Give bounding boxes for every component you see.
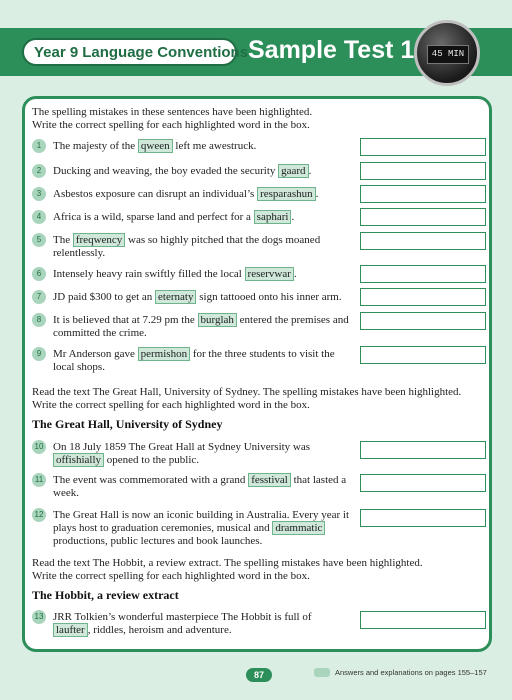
highlighted-word: fesstival <box>248 473 291 487</box>
question-number: 7 <box>32 290 46 304</box>
answers-reference <box>314 668 487 677</box>
question-number: 6 <box>32 267 46 281</box>
question-number: 5 <box>32 233 46 247</box>
highlighted-word: gaard <box>278 164 308 178</box>
answer-box-5[interactable] <box>360 232 486 250</box>
section3-intro-line1: Read the text The Hobbit, a review extract. The spelling mistakes have been highlighted. <box>32 557 423 569</box>
answer-box-10[interactable] <box>360 441 486 459</box>
answer-box-3[interactable] <box>360 185 486 203</box>
answer-box-6[interactable] <box>360 265 486 283</box>
question-10: 10 On 18 July 1859 The Great Hall at Sydney University was offishially opened to the public. <box>32 441 350 467</box>
question-9: 9 Mr Anderson gave permishon for the three students to visit the local shops. <box>32 348 350 374</box>
answer-box-2[interactable] <box>360 162 486 180</box>
answer-box-7[interactable] <box>360 288 486 306</box>
highlighted-word: offishially <box>53 453 104 467</box>
question-number: 2 <box>32 164 46 178</box>
question-5: 5 The freqwency was so highly pitched that the dogs moaned relentlessly. <box>32 234 350 260</box>
answer-box-4[interactable] <box>360 208 486 226</box>
highlighted-word: freqwency <box>73 233 125 247</box>
question-3: 3 Asbestos exposure can disrupt an individual’s resparashun . <box>32 188 350 201</box>
highlighted-word: laufter <box>53 623 88 637</box>
highlighted-word: reservwar <box>245 267 294 281</box>
page-title: Sample Test 1 <box>248 36 415 64</box>
timer-icon <box>414 20 480 86</box>
answer-box-12[interactable] <box>360 509 486 527</box>
section2-intro-line1: Read the text The Great Hall, University of Sydney. The spelling mistakes have been highlighted. <box>32 386 462 398</box>
question-number: 8 <box>32 313 46 327</box>
question-12: 12 The Great Hall is now an iconic building in Australia. Every year it plays host to graduation ceremonies, musical and drammatic productions, public lectures and book launches. <box>32 509 350 548</box>
question-2: 2 Ducking and weaving, the boy evaded the security gaard . <box>32 165 350 178</box>
section3-intro-line2: Write the correct spelling for each highlighted word in the box. <box>32 570 310 582</box>
section2-intro-line2: Write the correct spelling for each highlighted word in the box. <box>32 399 310 411</box>
question-number: 3 <box>32 187 46 201</box>
highlighted-word: drammatic <box>272 521 325 535</box>
question-number: 11 <box>32 473 46 487</box>
question-number: 13 <box>32 610 46 624</box>
question-7: 7 JD paid $300 to get an eternaty sign tattooed onto his inner arm. <box>32 291 350 304</box>
section1-intro-line1: The spelling mistakes in these sentences have been highlighted. <box>32 106 313 118</box>
header-subject: Language Conventions <box>82 43 249 61</box>
section2-heading: The Great Hall, University of Sydney <box>32 417 223 431</box>
question-number: 12 <box>32 508 46 522</box>
question-number: 10 <box>32 440 46 454</box>
header-subject-pill <box>22 38 249 66</box>
question-13: 13 JRR Tolkien’s wonderful masterpiece The Hobbit is full of laufter , riddles, heroism and adventure. <box>32 611 350 637</box>
answer-box-11[interactable] <box>360 474 486 492</box>
highlighted-word: saphari <box>254 210 292 224</box>
section1-intro-line2: Write the correct spelling for each highlighted word in the box. <box>32 119 310 131</box>
question-number: 1 <box>32 139 46 153</box>
section3-heading: The Hobbit, a review extract <box>32 588 179 602</box>
answer-box-8[interactable] <box>360 312 486 330</box>
highlighted-word: resparashun <box>257 187 316 201</box>
question-6: 6 Intensely heavy rain swiftly filled the local reservwar . <box>32 268 350 281</box>
section3-intro <box>32 557 423 583</box>
header-year: Year 9 <box>34 43 79 61</box>
timer-label: 45 MIN <box>427 45 469 64</box>
section1-intro <box>32 106 312 132</box>
pencil-icon <box>314 668 330 677</box>
question-number: 4 <box>32 210 46 224</box>
highlighted-word: permishon <box>138 347 190 361</box>
page-number: 87 <box>246 668 272 682</box>
highlighted-word: burglah <box>198 313 237 327</box>
answer-box-13[interactable] <box>360 611 486 629</box>
question-8: 8 It is believed that at 7.29 pm the burglah entered the premises and committed the crime. <box>32 314 350 340</box>
answers-reference-text: Answers and explanations on pages 155–157 <box>335 668 487 677</box>
question-11: 11 The event was commemorated with a grand fesstival that lasted a week. <box>32 474 350 500</box>
answer-box-9[interactable] <box>360 346 486 364</box>
question-number: 9 <box>32 347 46 361</box>
highlighted-word: qween <box>138 139 173 153</box>
answer-box-1[interactable] <box>360 138 486 156</box>
question-4: 4 Africa is a wild, sparse land and perfect for a saphari . <box>32 211 350 224</box>
highlighted-word: eternaty <box>155 290 196 304</box>
section2-intro <box>32 386 461 412</box>
question-1: 1 The majesty of the qween left me awestruck. <box>32 140 350 153</box>
